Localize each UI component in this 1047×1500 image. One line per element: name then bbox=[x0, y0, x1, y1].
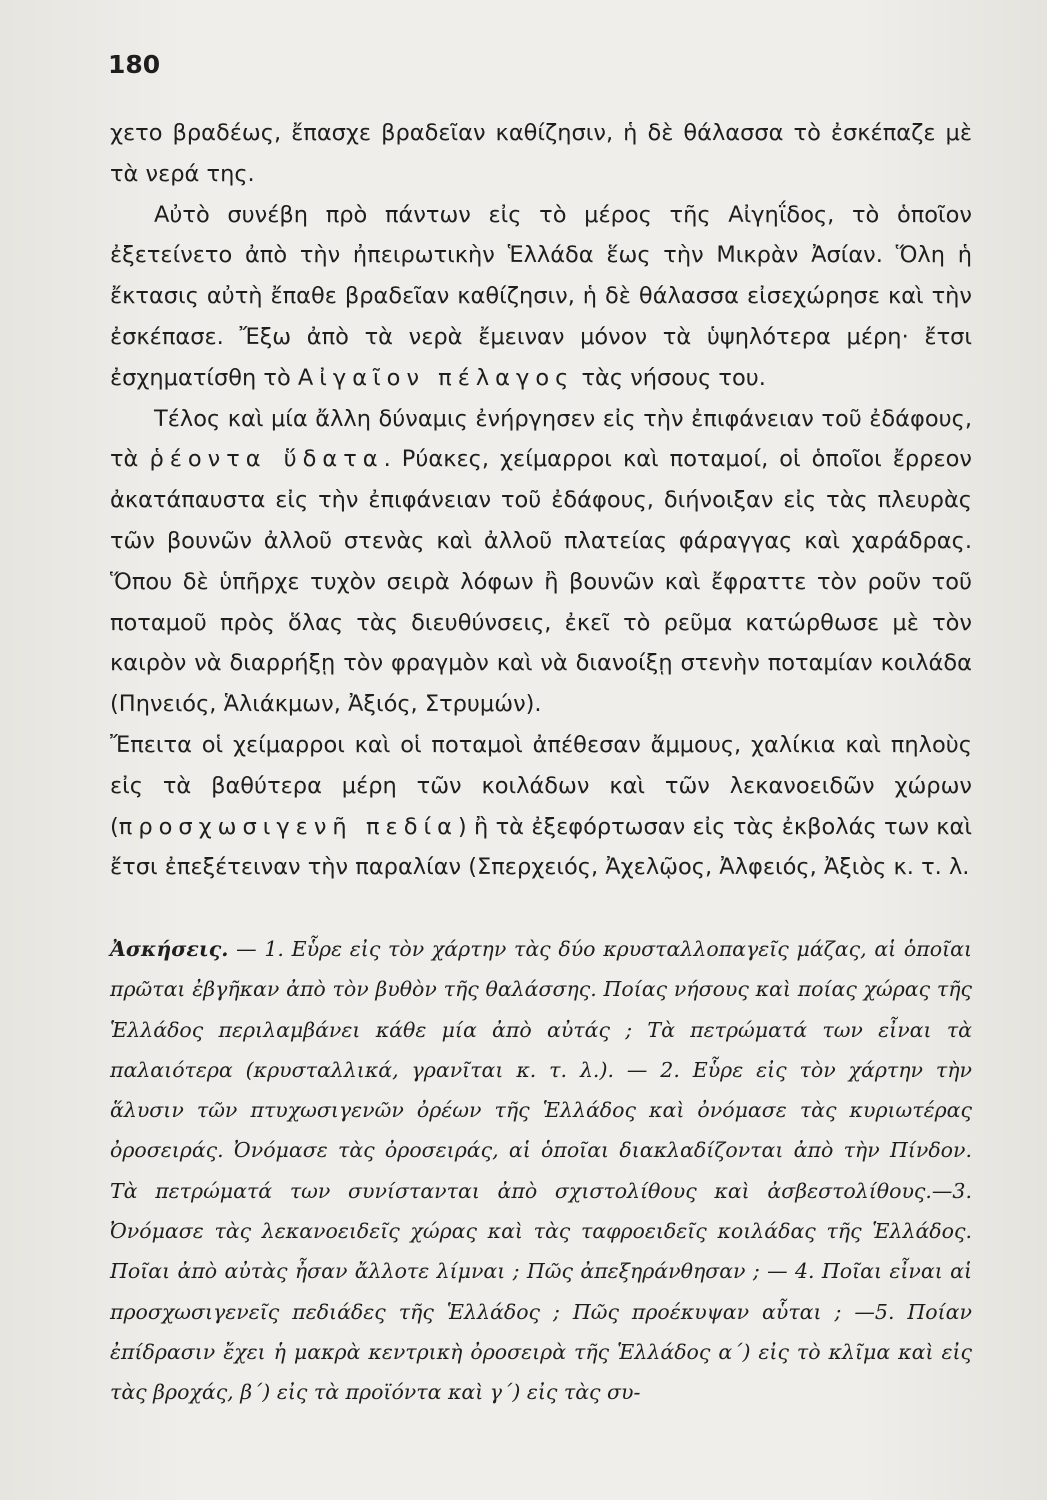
exercises-section bbox=[110, 929, 972, 1413]
paragraph-2 bbox=[110, 195, 972, 399]
exercises-heading: Ἀσκήσεις. bbox=[110, 937, 229, 961]
exercises-text: — 1. Εὗρε εἰς τὸν χάρτην τὰς δύο κρυσταλλοπαγεῖς μάζας, αἱ ὁποῖαι πρῶται ἐβγῆκαν ἀπὸ τὸν βυθὸν τῆς θαλάσσης. Ποίας νήσους καὶ ποίας χώρας τῆς Ἑλλάδος περιλαμβάνει κάθε μία ἀπὸ αὐτάς ; Τὰ πετρώματά των εἶναι τὰ παλαιότερα (κρυσταλλικά, γρανῖται κ. τ. λ.). — 2. Εὗρε εἰς τὸν χάρτην τὴν ἅλυσιν τῶν πτυχωσιγενῶν ὀρέων τῆς Ἑλλάδος καὶ ὀνόμασε τὰς κυριωτέρας ὀροσειράς. Ὀνόμασε τὰς ὀροσειράς, αἱ ὁποῖαι διακλαδίζονται ἀπὸ τὴν Πίνδον. Τὰ πετρώματά των συνίστανται ἀπὸ σχιστολίθους καὶ ἀσβεστολίθους.—3. Ὀνόμασε τὰς λεκανοειδεῖς χώρας καὶ τὰς ταφροειδεῖς κοιλάδας τῆς Ἑλλάδος. Ποῖαι ἀπὸ αὐτὰς ἦσαν ἄλλοτε λίμναι ; Πῶς ἀπεξηράνθησαν ; — 4. Ποῖαι εἶναι αἱ προσχωσιγενεῖς πεδιάδες τῆς Ἑλλάδος ; Πῶς προέκυψαν αὗται ; —5. Ποίαν ἐπίδρασιν ἔχει ἡ μακρὰ κεντρικὴ ὀροσειρὰ τῆς Ἑλλάδος α΄) εἰς τὸ κλῖμα καὶ εἰς τὰς βροχάς, β΄) εἰς τὰ προϊόντα καὶ γ΄) εἰς τὰς συ- bbox=[110, 937, 972, 1405]
paragraph-3-rest: . Ρύακες, χείμαρροι καὶ ποταμοί, οἱ ὁποῖοι ἔρρεον ἀκατάπαυστα εἰς τὴν ἐπιφάνειαν τοῦ ἐδάφους, διήνοιξαν εἰς τὰς πλευρὰς τῶν βουνῶν ἀλλοῦ στενὰς καὶ ἀλλοῦ πλατείας φάραγγας καὶ χαράδρας. Ὅπου δὲ ὑπῆρχε τυχὸν σειρὰ λόφων ἢ βουνῶν καὶ ἔφραττε τὸν ροῦν τοῦ ποταμοῦ πρὸς ὅλας τὰς διευθύνσεις, ἐκεῖ τὸ ρεῦμα κατώρθωσε μὲ τὸν καιρὸν νὰ διαρρήξῃ τὸν φραγμὸν καὶ νὰ διανοίξῃ στενὴν ποταμίαν κοιλάδα (Πηνειός, Ἁλιάκμων, Ἀξιός, Στρυμών). bbox=[110, 446, 972, 718]
term-aegean-sea: Αἰγαῖον πέλαγος bbox=[297, 364, 575, 391]
main-text bbox=[110, 113, 972, 888]
paragraph-1: χετο βραδέως, ἔπασχε βραδεῖαν καθίζησιν, ἡ δὲ θάλασσα τὸ ἐσκέπαζε μὲ τὰ νερά της. bbox=[110, 120, 972, 187]
paragraph-4-text: Ἔπειτα οἱ χείμαρροι καὶ οἱ ποταμοὶ ἀπέθεσαν ἄμμους, χαλίκια καὶ πηλοὺς εἰς τὰ βαθύτερα μέρη τῶν κοιλάδων καὶ τῶν λεκανοειδῶν χώρων ( bbox=[110, 731, 972, 840]
page-number: 180 bbox=[108, 50, 161, 79]
paragraph-2-end: τὰς νήσους του. bbox=[581, 364, 766, 391]
paragraph-4-rest: ) ἢ τὰ ἐξεφόρτωσαν εἰς τὰς ἐκβολάς των καὶ ἔτσι ἐπεξέτειναν τὴν παραλίαν (Σπερχειός, Ἀχελῷος, Ἀλφειός, Ἀξιὸς κ. τ. λ. bbox=[110, 813, 972, 881]
paragraph-2-text: Αὐτὸ συνέβη πρὸ πάντων εἰς τὸ μέρος τῆς Αἰγηΐδος, τὸ ὁποῖον ἐξετείνετο ἀπὸ τὴν ἠπειρωτικὴν Ἑλλάδα ἕως τὴν Μικρὰν Ἀσίαν. Ὅλη ἡ ἔκτασις αὐτὴ ἔπαθε βραδεῖαν καθίζησιν, ἡ δὲ θάλασσα εἰσεχώρησε καὶ τὴν ἐσκέπασε. Ἔξω ἀπὸ τὰ νερὰ ἔμειναν μόνον τὰ ὑψηλότερα μέρη· ἔτσι ἐσχηματίσθη τὸ bbox=[110, 201, 972, 391]
paragraph-3-text: Τέλος καὶ μία ἄλλη δύναμις ἐνήργησεν εἰς τὴν ἐπιφάνειαν τοῦ ἐδάφους, τὰ bbox=[110, 405, 972, 473]
term-alluvial-plains: προσχωσιγενῆ πεδία bbox=[118, 813, 458, 840]
paragraph-4 bbox=[110, 725, 972, 888]
term-flowing-waters: ῥέοντα ὕδατα bbox=[149, 446, 384, 473]
exercises-paragraph bbox=[110, 929, 972, 1413]
paragraph-3 bbox=[110, 399, 972, 725]
